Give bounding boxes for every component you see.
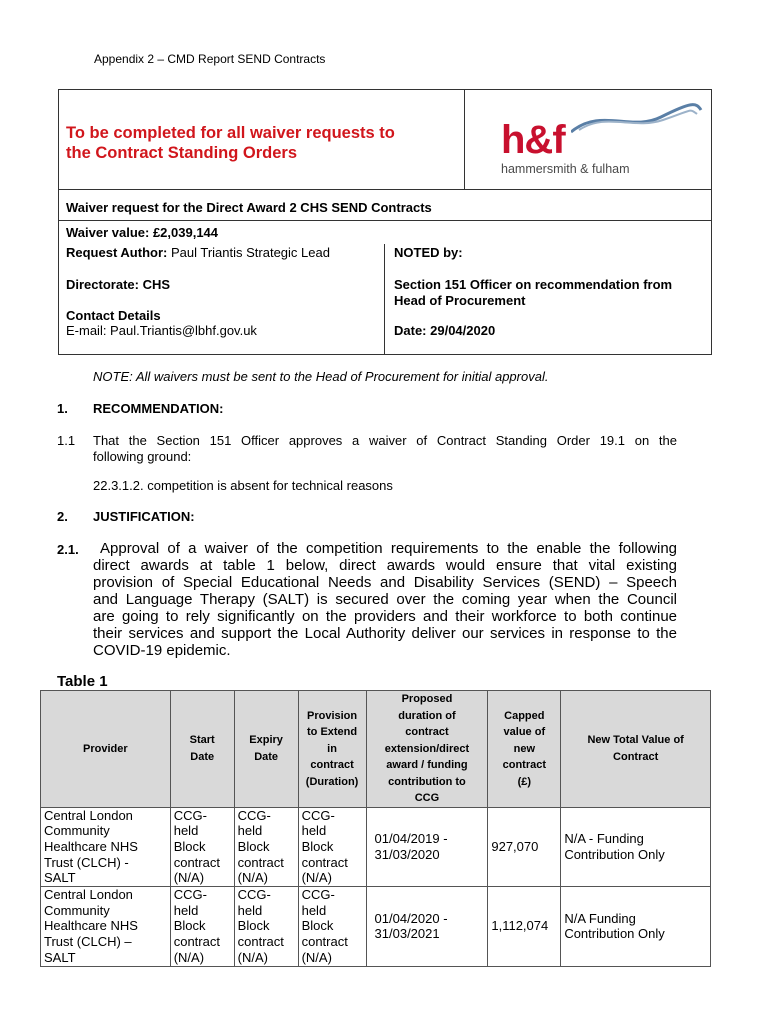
approval-note: NOTE: All waivers must be sent to the Head of Procurement for initial approval. xyxy=(93,369,549,384)
waiver-value: Waiver value: £2,039,144 xyxy=(66,225,219,240)
header-new-total-value: New Total Value of Contract xyxy=(561,691,711,808)
cell-new-total-value: N/A - Funding Contribution Only xyxy=(561,807,711,887)
cell-new-total-value: N/A Funding Contribution Only xyxy=(561,887,711,967)
justification-line: direct awards at table 1 below, direct awards would ensure that vital existing xyxy=(93,557,677,574)
header-start-date: Start Date xyxy=(170,691,234,808)
section-151-line-1: Section 151 Officer on recommendation from xyxy=(394,277,673,292)
appendix-header: Appendix 2 – CMD Report SEND Contracts xyxy=(94,52,326,66)
cell-provider: Central London Community Healthcare NHS Trust (CLCH) - SALT xyxy=(41,807,171,887)
hf-logo xyxy=(501,102,701,182)
form-title xyxy=(66,123,446,163)
cell-start-date: CCG- held Block contract (N/A) xyxy=(170,807,234,887)
divider xyxy=(59,189,711,190)
section-1-heading: RECOMMENDATION: xyxy=(93,401,224,416)
section-2-1-number: 2.1. xyxy=(57,542,79,557)
section-2-number: 2. xyxy=(57,509,68,524)
justification-line: their services and support the Local Authority deliver our services in response to the xyxy=(93,625,677,642)
section-151-officer xyxy=(394,277,672,309)
request-author-label: Request Author: xyxy=(66,245,168,260)
cell-provision: CCG- held Block contract (N/A) xyxy=(298,887,366,967)
waiver-request: Waiver request for the Direct Award 2 CHS SEND Contracts xyxy=(66,200,432,215)
divider xyxy=(59,220,711,221)
divider xyxy=(464,90,465,189)
section-151-line-2: Head of Procurement xyxy=(394,293,526,308)
header-provision: Provision to Extend in contract (Duration) xyxy=(298,691,366,808)
noted-date: Date: 29/04/2020 xyxy=(394,323,496,338)
section-1-1-line-1: That the Section 151 Officer approves a waiver of Contract Standing Order 19.1 on the xyxy=(93,433,677,448)
waiver-ground: 22.3.1.2. competition is absent for technical reasons xyxy=(93,478,393,493)
justification-line: COVID-19 epidemic. xyxy=(93,642,231,659)
waiver-header-box xyxy=(58,89,712,355)
divider xyxy=(384,244,385,354)
cell-provider: Central London Community Healthcare NHS Trust (CLCH) – SALT xyxy=(41,887,171,967)
form-title-line-2: the Contract Standing Orders xyxy=(66,144,298,162)
logo-swoosh-icon xyxy=(571,102,703,142)
contracts-table xyxy=(40,690,711,967)
justification-line: provision of Special Educational Needs and Disability Services (SEND) – Speech xyxy=(93,574,677,591)
directorate: Directorate: CHS xyxy=(66,277,171,292)
section-1-number: 1. xyxy=(57,401,68,416)
request-author-value: Paul Triantis Strategic Lead xyxy=(167,245,330,260)
section-1-1-line-2: following ground: xyxy=(93,449,192,464)
header-proposed-duration: Proposed duration of contract extension/direct award / funding contribution to CCG xyxy=(366,691,488,808)
table-header-row xyxy=(41,691,711,808)
table-row xyxy=(41,887,711,967)
cell-provision: CCG- held Block contract (N/A) xyxy=(298,807,366,887)
cell-capped-value: 927,070 xyxy=(488,807,561,887)
logo-subtext: hammersmith & fulham xyxy=(501,162,630,176)
cell-capped-value: 1,112,074 xyxy=(488,887,561,967)
logo-word: h&f xyxy=(501,118,565,162)
request-author xyxy=(66,245,330,261)
cell-expiry-date: CCG- held Block contract (N/A) xyxy=(234,887,298,967)
justification-line: and Language Therapy (SALT) is secured over the coming year when the Council xyxy=(93,591,677,608)
form-title-line-1: To be completed for all waiver requests to xyxy=(66,124,395,142)
noted-by: NOTED by: xyxy=(394,245,463,260)
section-1-1-text xyxy=(93,433,677,465)
header-capped-value: Capped value of new contract (£) xyxy=(488,691,561,808)
justification-text xyxy=(93,540,677,659)
section-1-1-number: 1.1 xyxy=(57,433,76,448)
header-expiry-date: Expiry Date xyxy=(234,691,298,808)
cell-proposed-duration: 01/04/2019 - 31/03/2020 xyxy=(366,807,488,887)
cell-start-date: CCG- held Block contract (N/A) xyxy=(170,887,234,967)
justification-line: Approval of a waiver of the competition requirements to the enable the following xyxy=(100,540,677,557)
section-2-heading: JUSTIFICATION: xyxy=(93,509,195,524)
cell-expiry-date: CCG- held Block contract (N/A) xyxy=(234,807,298,887)
contact-email: E-mail: Paul.Triantis@lbhf.gov.uk xyxy=(66,323,257,338)
cell-proposed-duration: 01/04/2020 - 31/03/2021 xyxy=(366,887,488,967)
justification-line: are going to rely significantly on the providers and their workforce to both continue xyxy=(93,608,677,625)
header-provider: Provider xyxy=(41,691,171,808)
table-caption: Table 1 xyxy=(57,673,108,690)
contact-details-label: Contact Details xyxy=(66,308,161,323)
table-row xyxy=(41,807,711,887)
